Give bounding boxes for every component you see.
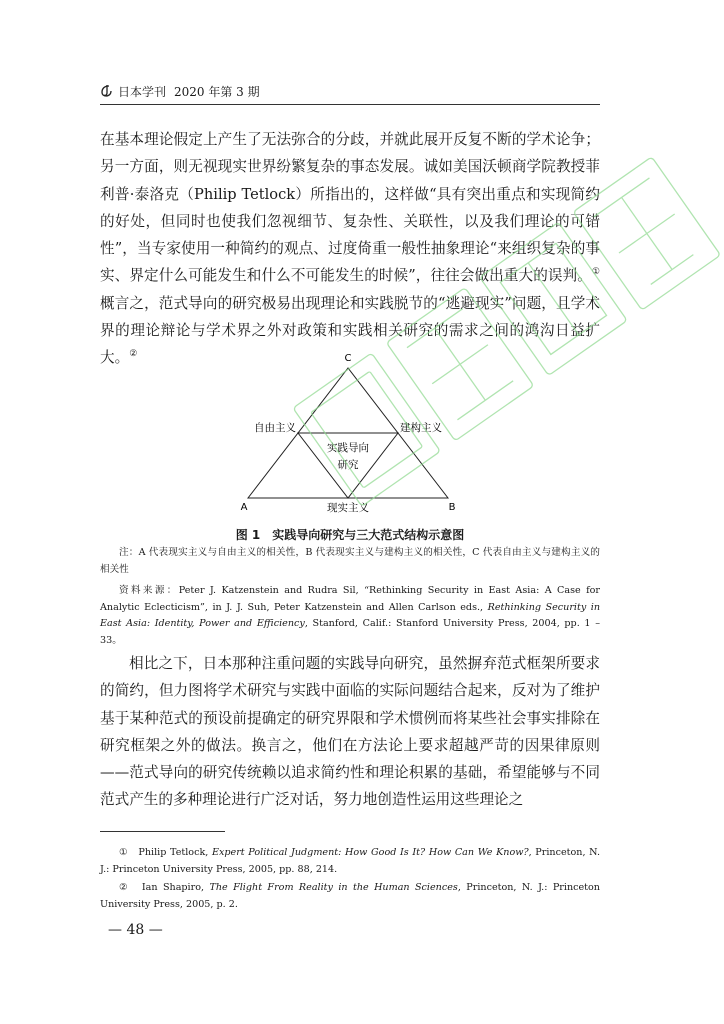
figure-source xyxy=(100,583,600,649)
figure-source-suffix: , Stanford, Calif.: Stanford University Press, 2004, pp. 1 – 33。 xyxy=(100,618,600,646)
footnote-2-rest: , Princeton, N. J.: Princeton University Press, 2005, p. 2. xyxy=(100,882,600,910)
footnote-2-author: Ian Shapiro, xyxy=(141,882,205,893)
body-paragraph-2: 相比之下，日本那种注重问题的实践导向研究，虽然摒弃范式框架所要求的简约，但力图将学术研究与实践中面临的实际问题结合起来，反对为了维护基于某种范式的预设前提确定的研究界限和学术惯例而将某些社会事实排除在研究框架之外的做法。换言之，他们在方法论上要求超越严苛的因果律原则——范式导向的研究传统赖以追求简约性和理论积累的基础，希望能够与不同范式产生的多种理论进行广泛对话，努力地创造性运用这些理论之 xyxy=(100,655,600,809)
constructivism-label: 建构主义 xyxy=(400,422,442,434)
footnote-ref-1[interactable]: ① xyxy=(591,267,600,278)
vertex-b-label: B xyxy=(448,502,456,513)
footnote-1-title: Expert Political Judgment: How Good Is It? How Can We Know? xyxy=(211,847,529,858)
center-label-line-1: 实践导向 xyxy=(327,442,369,454)
figure-caption: 图 1 实践导向研究与三大范式结构示意图 xyxy=(235,528,465,542)
footnote-2-title: The Flight From Reality in the Human Sciences xyxy=(209,882,458,893)
figure-note: 注：A 代表现实主义与自由主义的相关性，B 代表现实主义与建构主义的相关性，C 代表自由主义与建构主义的相关性 xyxy=(100,547,600,575)
footnote-1-mark: ① xyxy=(119,847,129,858)
journal-name: 日本学刊 xyxy=(118,84,167,99)
realism-label: 现实主义 xyxy=(327,502,369,514)
paragraph-1-text-2: 概言之，范式导向的研究极易出现理论和实践脱节的“逃避现实”问题，且学术界的理论辩论与学术界之外对政策和实践相关研究的需求之间的鸿沟日益扩大。 xyxy=(100,294,600,367)
footnote-ref-2[interactable]: ② xyxy=(129,349,138,360)
vertex-a-label: A xyxy=(240,502,248,513)
footnote-rule xyxy=(100,831,225,832)
running-header xyxy=(100,80,600,102)
vertex-c-label: C xyxy=(344,353,352,364)
paragraph-1-text: 在基本理论假定上产生了无法弥合的分歧，并就此展开反复不断的学术论争；另一方面，则无视现实世界纷繁复杂的事态发展。诚如美国沃顿商学院教授菲利普·泰洛克（Philip Tetlock）所指出的，这样做“具有突出重点和实现简约的好处，但同时也使我们忽视细节、复杂性、关联性，以及我们理论的可错性”，当专家使用一种简约的观点、过度倚重一般性抽象理论“来组织复杂的事实、界定什么可能发生和什么不可能发生的时候”，往往会做出重大的误判。 xyxy=(100,131,600,285)
footnote-2-mark: ② xyxy=(119,882,130,893)
footnote-1 xyxy=(100,845,600,878)
journal-issue: 2020 年第 3 期 xyxy=(174,84,260,99)
center-label-line-2: 研究 xyxy=(337,459,359,471)
header-rule xyxy=(100,104,600,105)
footnote-1-author: Philip Tetlock, xyxy=(138,847,209,858)
triangle-diagram xyxy=(230,348,490,518)
page-number: — 48 — xyxy=(108,922,163,938)
figure-source-title: Rethinking Security in East Asia: Identity, Power and Efficiency xyxy=(100,601,600,629)
figure-source-prefix: 资料来源：Peter J. Katzenstein and Rudra Sil, “Rethinking Security in East Asia: A Case for Analytic Eclecticism”, in J. J. Suh, Peter Katzenstein and Allen Carlson eds., xyxy=(100,585,600,613)
footnote-2 xyxy=(100,880,600,913)
body-paragraph-1 xyxy=(100,126,600,372)
liberalism-label: 自由主义 xyxy=(254,422,296,434)
footnote-1-rest: , Princeton, N. J.: Princeton University Press, 2005, pp. 88, 214. xyxy=(100,847,600,875)
journal-logo-icon xyxy=(100,84,114,98)
paradigm-triangle-figure xyxy=(230,348,490,518)
